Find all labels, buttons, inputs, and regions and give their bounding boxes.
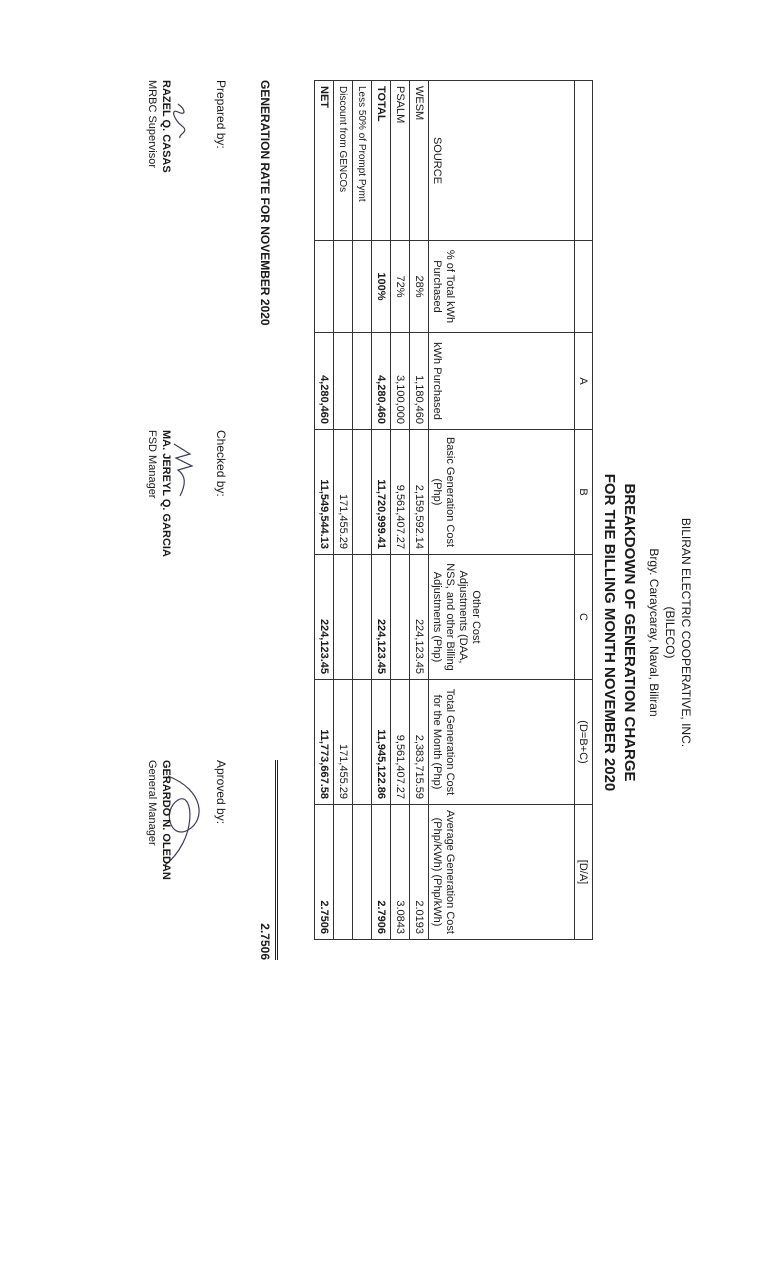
document-title: BREAKDOWN OF GENERATION CHARGE xyxy=(621,483,638,782)
cell-source: NET xyxy=(315,81,334,241)
cell-kwh: 1,180,460 xyxy=(410,333,429,430)
cell-pct: 72% xyxy=(391,241,410,333)
column-letter-row xyxy=(575,81,593,940)
cell-avg: 2.0193 xyxy=(410,805,429,940)
prepared-signature-icon xyxy=(170,100,190,140)
cell-basic: 9,561,407.27 xyxy=(391,430,410,555)
cell-avg xyxy=(353,805,372,940)
cell-total: 11,773,667.58 xyxy=(315,680,334,805)
document-subtitle: FOR THE BILLING MONTH NOVEMBER 2020 xyxy=(601,473,618,792)
cell-avg: 3.0843 xyxy=(391,805,410,940)
cell-avg: 2.7906 xyxy=(372,805,391,940)
cell-basic: 11,720,999.41 xyxy=(372,430,391,555)
table-row xyxy=(410,81,429,940)
table-row-net xyxy=(315,81,334,940)
cell-total: 9,561,407.27 xyxy=(391,680,410,805)
cell-kwh: 3,100,000 xyxy=(391,333,410,430)
column-letter: A xyxy=(575,333,593,430)
cell-kwh: 4,280,460 xyxy=(372,333,391,430)
cell-total xyxy=(353,680,372,805)
table-row xyxy=(391,81,410,940)
cell-basic xyxy=(353,430,372,555)
column-header-avg: Average Generation Cost (Php/KWh) (Php/kWh) xyxy=(429,805,575,940)
rate-divider xyxy=(275,760,276,960)
column-header-total: Total Generation Cost for the Month (Php) xyxy=(429,680,575,805)
approved-by-position: General Manager xyxy=(146,760,158,846)
cell-kwh xyxy=(334,333,353,430)
generation-rate-value: 2.7506 xyxy=(258,923,272,960)
cell-other xyxy=(334,555,353,680)
cell-other xyxy=(391,555,410,680)
approved-by-label: Aproved by: xyxy=(214,760,228,825)
cell-source: WESM xyxy=(410,81,429,241)
table-row xyxy=(334,81,353,940)
cell-kwh: 4,280,460 xyxy=(315,333,334,430)
column-letter: B xyxy=(575,430,593,555)
checked-by-name: MA. JEREYL Q. GARCIA xyxy=(160,430,172,557)
cell-pct xyxy=(353,241,372,333)
prepared-by-name: RAZEL Q. CASAS xyxy=(160,80,172,173)
column-header-other: Other Cost Adjustments (DAA, NSS, and other Billing Adjustments (Php) xyxy=(429,555,575,680)
cell-other: 224,123.45 xyxy=(410,555,429,680)
rate-divider xyxy=(277,760,278,960)
column-letter xyxy=(575,81,593,241)
company-address: Brgy. Caraycaray, Naval, Biliran xyxy=(647,548,661,717)
column-letter: (D=B+C) xyxy=(575,680,593,805)
checked-by-label: Checked by: xyxy=(214,430,228,497)
cell-total: 11,945,122.86 xyxy=(372,680,391,805)
cell-other xyxy=(353,555,372,680)
generation-rate-label: GENERATION RATE FOR NOVEMBER 2020 xyxy=(258,80,272,326)
column-header-row xyxy=(429,81,575,940)
cell-basic: 171,455.29 xyxy=(334,430,353,555)
checked-by-position: FSD Manager xyxy=(146,430,158,499)
column-header-kwh: kWh Purchased xyxy=(429,333,575,430)
column-header-pct: % of Total kWh Purchased xyxy=(429,241,575,333)
column-header-source: SOURCE xyxy=(429,81,575,241)
column-header-basic: Basic Generation Cost (Php) xyxy=(429,430,575,555)
cell-kwh xyxy=(353,333,372,430)
column-letter xyxy=(575,241,593,333)
company-name: BILIRAN ELECTRIC COOPERATIVE, INC. xyxy=(679,517,693,748)
cell-pct: 100% xyxy=(372,241,391,333)
cell-avg xyxy=(334,805,353,940)
cell-pct: 28% xyxy=(410,241,429,333)
cell-source: TOTAL xyxy=(372,81,391,241)
cell-pct xyxy=(315,241,334,333)
table-row-total xyxy=(372,81,391,940)
cell-pct xyxy=(334,241,353,333)
cell-avg: 2.7506 xyxy=(315,805,334,940)
approved-by-name: GERARDO N. OLEDAN xyxy=(160,760,172,880)
cell-total: 171,455.29 xyxy=(334,680,353,805)
prepared-by-position: MRBC Supervisor xyxy=(146,80,158,169)
column-letter: C xyxy=(575,555,593,680)
cell-source: Discount from GENCOs xyxy=(334,81,353,241)
cell-source: Less 50% of Prompt Pymt xyxy=(353,81,372,241)
cell-source: PSALM xyxy=(391,81,410,241)
cell-total: 2,383,715.59 xyxy=(410,680,429,805)
prepared-by-label: Prepared by: xyxy=(214,80,228,149)
cell-other: 224,123.45 xyxy=(372,555,391,680)
cell-basic: 2,159,592.14 xyxy=(410,430,429,555)
column-letter: [D/A] xyxy=(575,805,593,940)
cell-other: 224,123.45 xyxy=(315,555,334,680)
company-abbreviation: (BILECO) xyxy=(663,606,677,659)
table-row xyxy=(353,81,372,940)
generation-charge-table xyxy=(314,80,593,940)
cell-basic: 11,549,544.13 xyxy=(315,430,334,555)
